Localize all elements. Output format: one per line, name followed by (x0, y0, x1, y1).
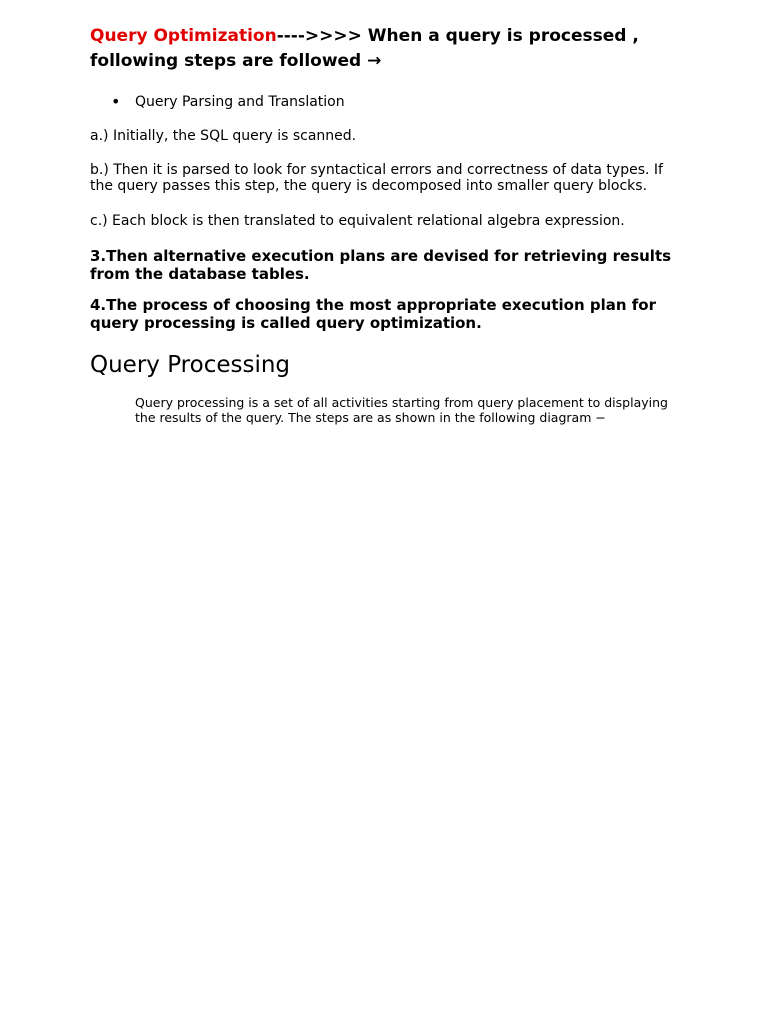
page-heading (90, 24, 690, 74)
heading-highlight: Query Optimization (90, 26, 277, 46)
bullet-text: Query Parsing and Translation (135, 94, 345, 110)
step-4-paragraph: 4.The process of choosing the most appropriate execution plan for query processing is called query optimization. (90, 296, 656, 332)
paragraph-a: a.) Initially, the SQL query is scanned. (90, 128, 357, 144)
paragraph-c: c.) Each block is then translated to equivalent relational algebra expression. (90, 213, 625, 229)
section-title: Query Processing (90, 352, 291, 378)
heading-line2: following steps are followed (90, 51, 362, 71)
bullet-dot-icon: • (111, 92, 121, 111)
step-3-paragraph: 3.Then alternative execution plans are devised for retrieving results from the database tables. (90, 247, 672, 283)
section-body: Query processing is a set of all activities starting from query placement to displaying the results of the query. The steps are as shown in the following diagram − (135, 395, 668, 425)
heading-rest: ---->>>> When a query is processed , (276, 26, 639, 46)
arrow-right-icon: → (367, 51, 382, 71)
paragraph-b: b.) Then it is parsed to look for syntactical errors and correctness of data types. If the query passes this step, the query is decomposed into smaller query blocks. (90, 162, 663, 194)
bullet-item (90, 93, 690, 111)
document-page (90, 24, 690, 425)
